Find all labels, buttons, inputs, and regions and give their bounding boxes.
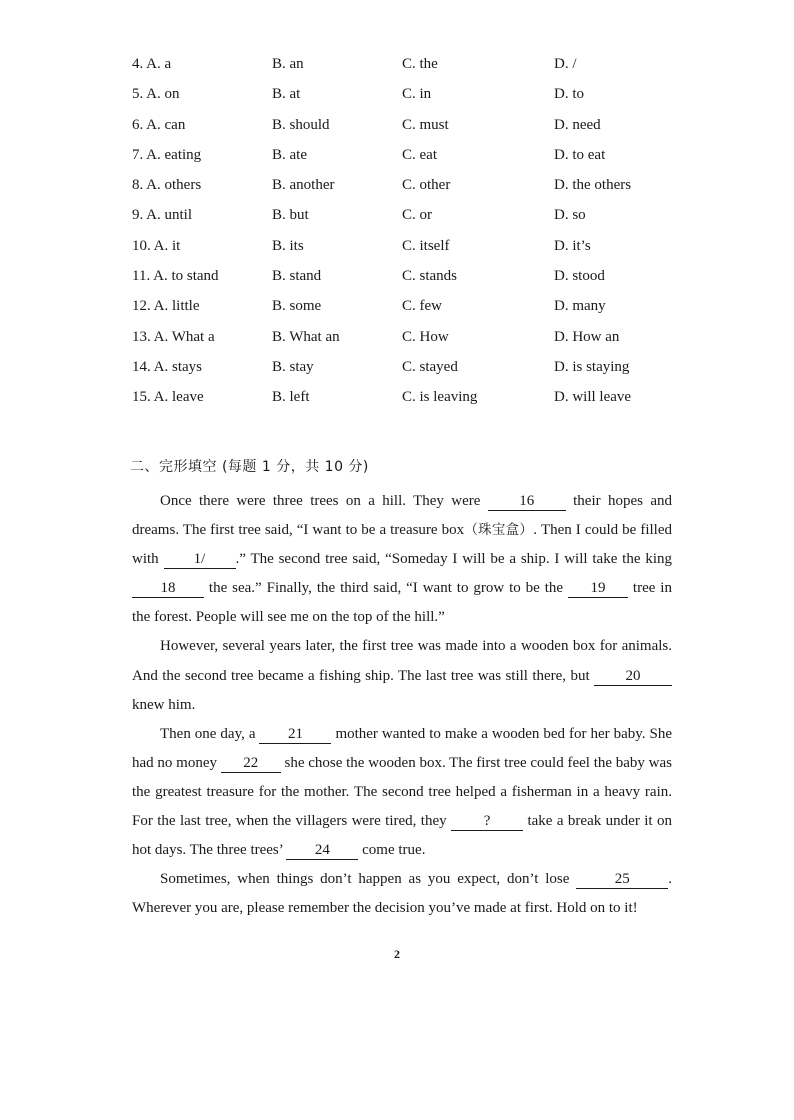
option-a: 10. A. it xyxy=(132,237,181,254)
option-c: C. is leaving xyxy=(402,389,478,406)
option-a: 15. A. leave xyxy=(132,389,204,406)
blank-19: 19 xyxy=(568,579,628,598)
option-a: 8. A. others xyxy=(132,177,202,194)
blank-18: 18 xyxy=(132,579,204,598)
option-a: 5. A. on xyxy=(132,86,180,103)
blank-21: 21 xyxy=(259,725,331,744)
option-d: D. to xyxy=(554,86,584,103)
option-row xyxy=(132,294,692,324)
option-c: C. the xyxy=(402,56,438,72)
option-b: B. left xyxy=(272,389,310,406)
option-a: 7. A. eating xyxy=(132,146,202,163)
option-c: C. stands xyxy=(402,268,458,285)
option-row xyxy=(132,82,692,112)
option-c: C. stayed xyxy=(402,358,458,375)
option-c: C. other xyxy=(402,177,451,194)
option-d: D. it’s xyxy=(554,237,591,254)
option-d: D. need xyxy=(554,116,601,133)
option-b: B. an xyxy=(272,56,304,72)
passage-paragraph: However, several years later, the first tree was made into a wooden box for animals. And the second tree became a fishing ship. The last tree was still there, but 20 knew him. xyxy=(132,638,672,713)
option-d: D. stood xyxy=(554,268,605,285)
passage-paragraph: Once there were three trees on a hill. They were 16 their hopes and dreams. The first tree said, “I want to be a treasure box（珠宝盒）. Then I could be filled with 1/ .” The second tree said, “Someday I will be a ship. I will take the king 18 the sea.” Finally, the third said, “I want to grow to be the 19 tree in the forest. People will see me on the top of the hill.” xyxy=(132,493,673,626)
blank-24: 24 xyxy=(286,841,358,860)
blank-23: ? xyxy=(451,812,523,831)
option-row xyxy=(132,355,692,385)
option-a: 4. A. a xyxy=(132,56,172,72)
option-a: 14. A. stays xyxy=(132,358,203,375)
option-a: 13. A. What a xyxy=(132,328,215,345)
option-b: B. its xyxy=(272,237,304,254)
option-c: C. How xyxy=(402,328,449,345)
page-number: 2 xyxy=(394,947,400,961)
option-d: D. the others xyxy=(554,177,632,194)
option-row xyxy=(132,173,692,203)
option-c: C. must xyxy=(402,116,449,133)
blank-16: 16 xyxy=(488,492,566,511)
option-a: 12. A. little xyxy=(132,298,200,315)
option-row xyxy=(132,52,692,82)
option-d: D. How an xyxy=(554,328,620,345)
blank-22: 22 xyxy=(221,754,281,773)
option-a: 9. A. until xyxy=(132,207,193,224)
blank-25: 25 xyxy=(576,870,668,889)
blank-20: 20 xyxy=(594,667,672,686)
option-row xyxy=(132,234,692,264)
option-d: D. to eat xyxy=(554,146,606,163)
option-row xyxy=(132,113,692,143)
option-row xyxy=(132,385,692,415)
passage-paragraph: Then one day, a 21 mother wanted to make a wooden bed for her baby. She had no money 22 she chose the wooden box. The first tree could feel the baby was the greatest treasure for the mother. The second tree helped a fisherman in a heavy rain. For the last tree, when the villagers were tired, they ? take a break under it on hot days. The three trees’ 24 come true. xyxy=(132,725,673,859)
option-c: C. in xyxy=(402,86,432,103)
option-b: B. should xyxy=(272,116,330,133)
option-d: D. is staying xyxy=(554,358,630,375)
options-table xyxy=(132,52,692,416)
blank-17: 1/ xyxy=(164,550,236,569)
option-b: B. some xyxy=(272,298,322,315)
option-b: B. another xyxy=(272,177,335,194)
section-title: 二、完形填空 (每题 1 分，共 10 分) xyxy=(130,459,369,475)
option-c: C. few xyxy=(402,298,442,315)
option-b: B. stay xyxy=(272,358,314,375)
option-b: B. at xyxy=(272,86,301,103)
option-d: D. / xyxy=(554,56,577,72)
option-b: B. ate xyxy=(272,146,307,163)
option-c: C. eat xyxy=(402,146,437,163)
option-row xyxy=(132,143,692,173)
option-b: B. but xyxy=(272,207,309,224)
option-a: 11. A. to stand xyxy=(132,268,219,285)
option-b: B. What an xyxy=(272,328,340,345)
passage-paragraph: Sometimes, when things don’t happen as you expect, don’t lose 25 . Wherever you are, please remember the decision you’ve made at first. Hold on to it! xyxy=(132,871,672,917)
option-row xyxy=(132,264,692,294)
cloze-passage xyxy=(132,487,672,923)
option-b: B. stand xyxy=(272,268,322,285)
option-c: C. or xyxy=(402,207,432,224)
option-d: D. many xyxy=(554,298,606,315)
option-row xyxy=(132,325,692,355)
option-a: 6. A. can xyxy=(132,116,186,133)
option-c: C. itself xyxy=(402,237,450,254)
option-row xyxy=(132,203,692,233)
option-d: D. so xyxy=(554,207,586,224)
option-d: D. will leave xyxy=(554,389,632,406)
